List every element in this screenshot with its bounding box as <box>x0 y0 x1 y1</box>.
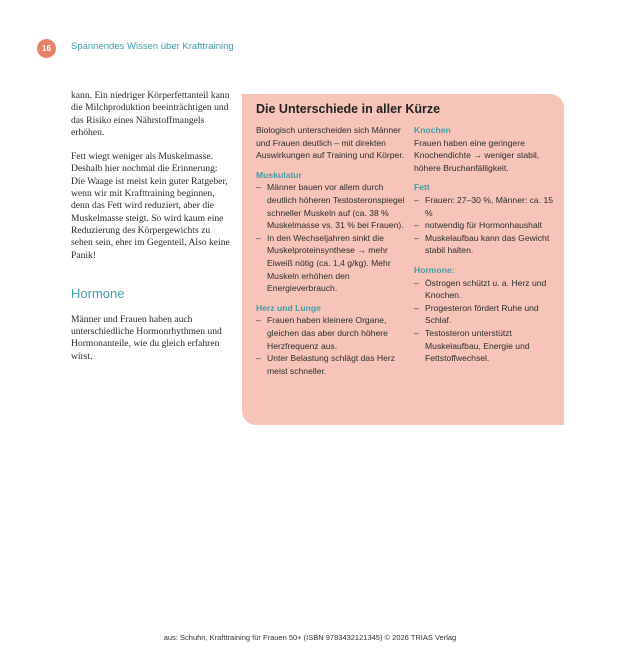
list-item: – Muskelaufbau kann das Gewicht stabil halten. <box>414 232 554 257</box>
list-item: – Unter Belastung schlägt das Herz meist schneller. <box>256 352 406 377</box>
main-text-column <box>71 90 231 375</box>
info-box-intro: Biologisch unterscheiden sich Männer und Frauen deutlich – mit direkten Auswirkungen auf Training und Körper. <box>256 125 405 161</box>
knochen-text: Frauen haben eine geringere Knochendichte → weniger stabil, höhere Bruchanfälligkeit. <box>414 137 540 173</box>
info-box-title: Die Unterschiede in aller Kürze <box>256 102 441 116</box>
source-footer: aus: Schuhn, Krafttraining für Frauen 50+ (ISBN 9783432121345) © 2026 TRIAS Verlag <box>163 633 457 642</box>
page-number-badge: 16 <box>37 39 56 58</box>
info-box-column-left <box>256 124 406 377</box>
subheading-muskulatur: Muskulatur <box>256 169 302 180</box>
list-fett <box>414 194 554 257</box>
running-title: Spannendes Wissen über Krafttraining <box>71 41 234 52</box>
subheading-knochen: Knochen <box>414 125 451 135</box>
list-herz-lunge <box>256 314 406 377</box>
subheading-fett: Fett <box>414 182 430 193</box>
subheading-herz-lunge: Herz und Lunge <box>256 302 321 313</box>
paragraph: kann. Ein niedriger Körperfettanteil kann die Milchproduktion beeinträchtigen und das Risiko eines Nährstoffmangels erhöhen. <box>71 90 230 138</box>
paragraph: Fett wiegt weniger als Muskelmasse. Deshalb hier nochmal die Erinnerung: Die Waage ist meist kein guter Ratgeber, wenn wir mit Krafttraining beginnen, denn das Fett wird reduziert, aber die Muskelmasse steigt. So wird kaum eine Reduzierung des Körpergewichts zu sehen sein, eher im Gegenteil. Also keine Panik! <box>71 151 230 261</box>
subheading-hormone: Hormone: <box>414 264 455 275</box>
list-item: – Frauen: 27–30 %, Männer: ca. 15 % <box>414 194 554 219</box>
list-item: – notwendig für Hormonhaushalt <box>414 219 554 232</box>
list-muskulatur <box>256 181 406 294</box>
list-item: – Östrogen schützt u. a. Herz und Knochen. <box>414 277 554 302</box>
list-item: – Testosteron unterstützt Muskelaufbau, Energie und Fettstoffwechsel. <box>414 327 554 365</box>
paragraph: Männer und Frauen haben auch unterschiedliche Hormonrhythmen und Hormonanteile, wie du gleich erfahren wirst. <box>71 313 222 362</box>
list-item: – In den Wechseljahren sinkt die Muskelproteinsynthese → mehr Eiweiß nötig (ca. 1,4 g/kg). Mehr Muskeln erhöhen den Energieverbrauch. <box>256 232 406 295</box>
list-item: – Frauen haben kleinere Organe, gleichen das aber durch höhere Herzfrequenz aus. <box>256 314 406 352</box>
list-hormone <box>414 277 554 365</box>
info-box-column-right <box>414 124 554 365</box>
list-item: – Progesteron fördert Ruhe und Schlaf. <box>414 302 554 327</box>
list-item: – Männer bauen vor allem durch deutlich höheren Testosteronspiegel schneller Muskeln auf (ca. 38 % Muskelmasse vs. 31 % bei Frauen). <box>256 181 406 231</box>
section-heading-hormone: Hormone <box>71 285 125 301</box>
info-box <box>242 94 564 425</box>
